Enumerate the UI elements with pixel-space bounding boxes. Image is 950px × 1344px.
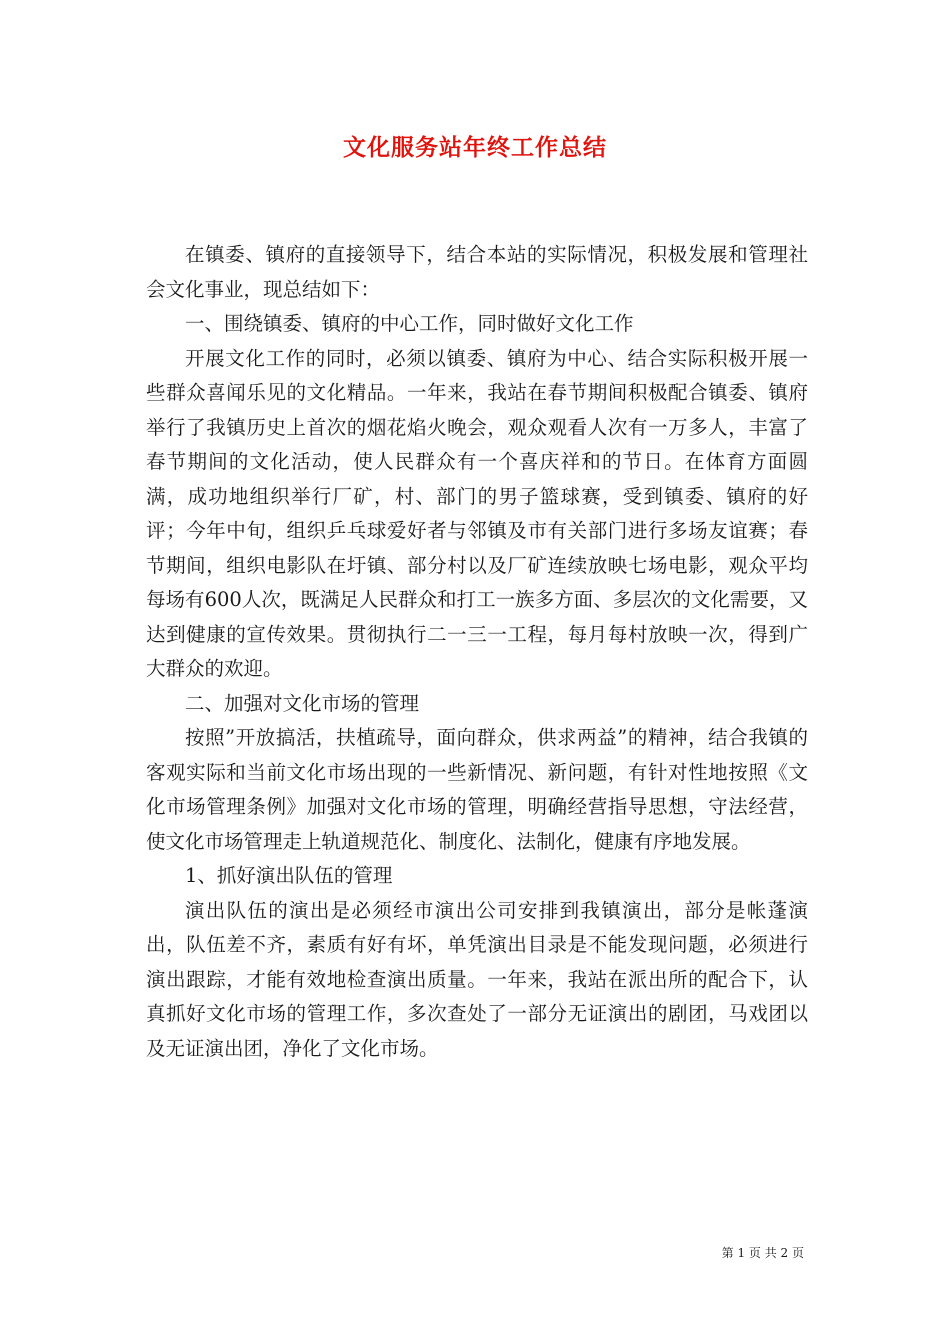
section-heading-2: 二、加强对文化市场的管理 bbox=[185, 691, 420, 715]
subsection-1-paragraph: 演出队伍的演出是必须经市演出公司安排到我镇演出，部分是帐蓬演出，队伍差不齐，素质有好有坏，单凭演出目录是不能发现问题，必须进行演出跟踪，才能有效地检查演出质量。一年来，我站在派出所的配合下，认真抓好文化市场的管理工作，多次查处了一部分无证演出的剧团，马戏团以及无证演出团，净化了文化市场。 bbox=[146, 898, 808, 1060]
section-1-paragraph: 开展文化工作的同时，必须以镇委、镇府为中心、结合实际积极开展一些群众喜闻乐见的文化精品。一年来，我站在春节期间积极配合镇委、镇府举行了我镇历史上首次的烟花焰火晚会，观众观看人次有一万多人，丰富了春节期间的文化活动，使人民群众有一个喜庆祥和的节日。在体育方面圆满，成功地组织举行厂矿，村、部门的男子篮球赛，受到镇委、镇府的好评；今年中旬，组织乒乓球爱好者与邻镇及市有关部门进行多场友谊赛；春节期间，组织电影队在圩镇、部分村以及厂矿连续放映七场电影，观众平均每场有600人次，既满足人民群众和打工一族多方面、多层次的文化需要，又达到健康的宣传效果。贯彻执行二一三一工程，每月每村放映一次，得到广大群众的欢迎。 bbox=[146, 346, 808, 680]
section-heading-1: 一、围绕镇委、镇府的中心工作，同时做好文化工作 bbox=[185, 312, 634, 335]
subsection-heading-1: 1、抓好演出队伍的管理 bbox=[185, 864, 393, 887]
intro-paragraph: 在镇委、镇府的直接领导下，结合本站的实际情况，积极发展和管理社会文化事业，现总结如下： bbox=[146, 243, 808, 301]
page-indicator: 第 1 页 共 2 页 bbox=[721, 1246, 804, 1260]
document-body bbox=[146, 238, 808, 1066]
document-title: 文化服务站年终工作总结 bbox=[343, 134, 607, 161]
section-2-paragraph: 按照”开放搞活，扶植疏导，面向群众，供求两益”的精神，结合我镇的客观实际和当前文化市场出现的一些新情况、新问题，有针对性地按照《文化市场管理条例》加强对文化市场的管理，明确经营指导思想，守法经营，使文化市场管理走上轨道规范化、制度化、法制化，健康有序地发展。 bbox=[146, 726, 808, 853]
